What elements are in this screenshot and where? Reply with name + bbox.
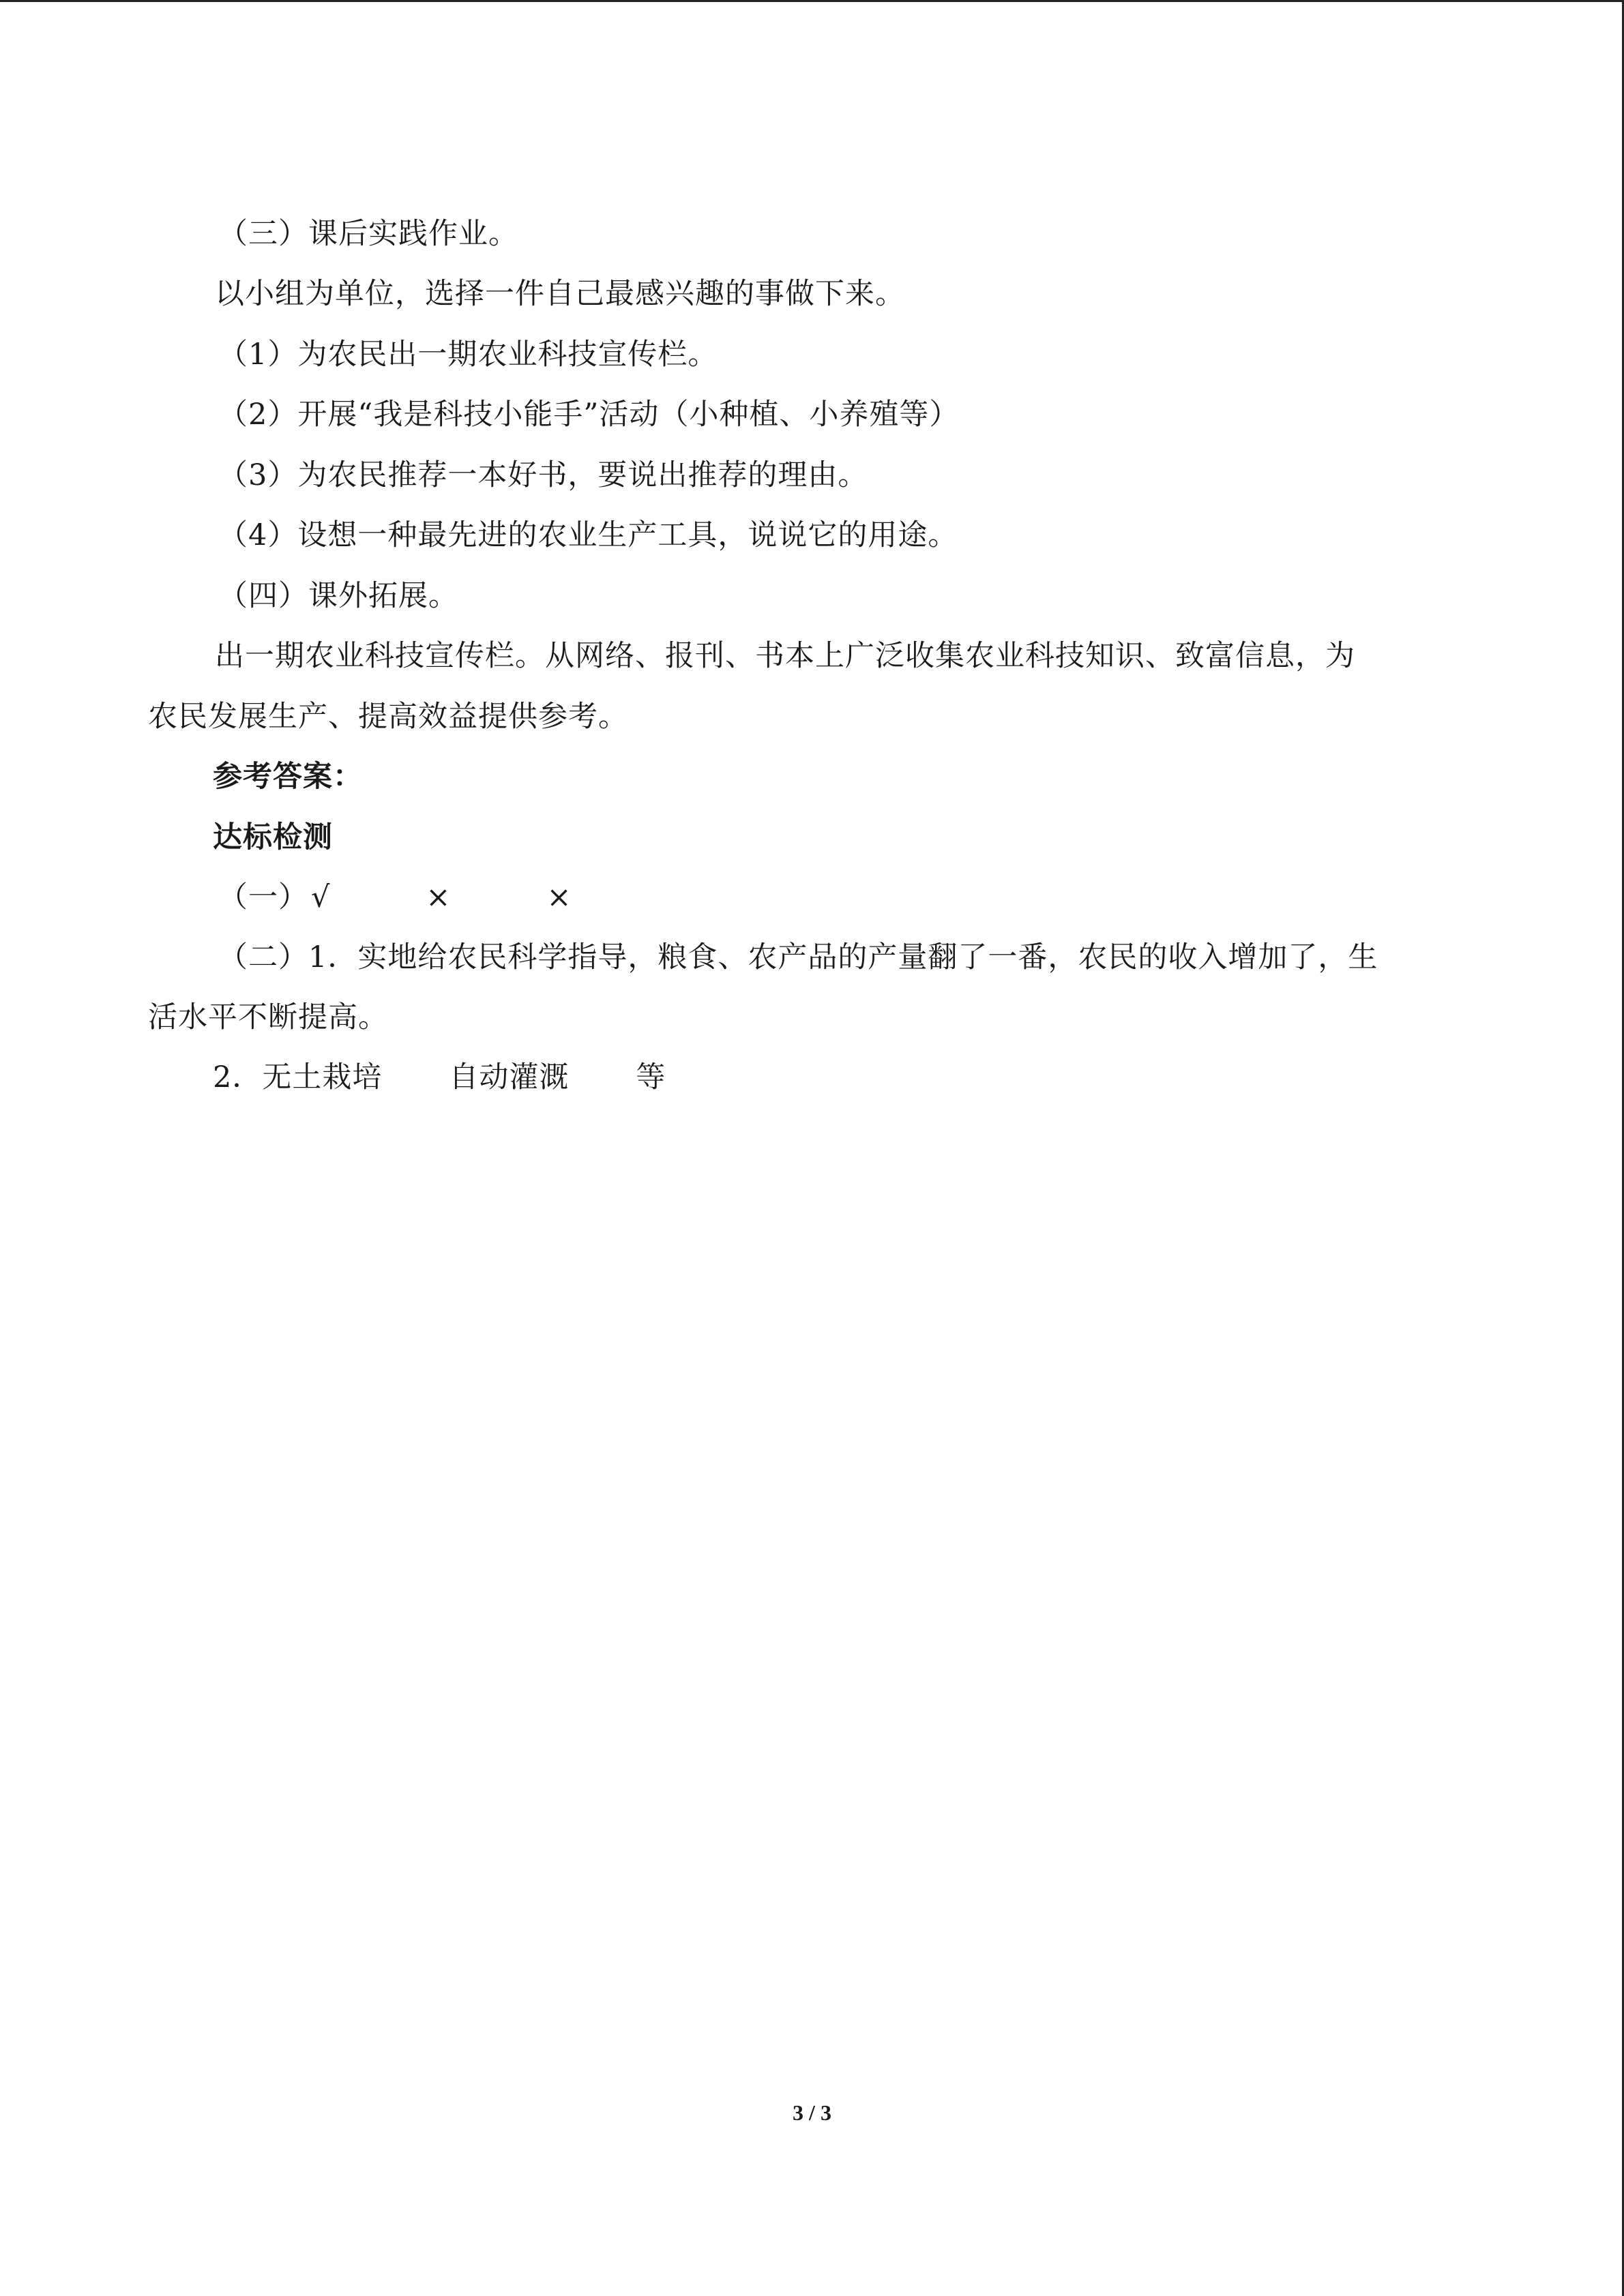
answer-two-item2-item-2: 自动灌溉 — [449, 1060, 570, 1094]
answer-one-mark-2: × — [426, 880, 452, 914]
task-item-4: （4）设想一种最先进的农业生产工具，说说它的用途。 — [218, 518, 958, 552]
task-item-1: （1）为农民出一期农业科技宣传栏。 — [218, 338, 718, 372]
section-three-heading: （三）课后实践作业。 — [218, 217, 518, 251]
section-heading-check: 达标检测 — [213, 820, 333, 854]
section-four-heading: （四）课外拓展。 — [218, 579, 458, 613]
paragraph-group-task: 以小组为单位，选择一件自己最感兴趣的事做下来。 — [215, 277, 905, 311]
paragraph-extension-line2: 农民发展生产、提高效益提供参考。 — [148, 700, 628, 734]
page-number: 3 / 3 — [793, 2100, 831, 2125]
answer-one-row — [218, 877, 572, 918]
answer-two-item2-row — [213, 1057, 666, 1098]
answer-two-line1: （二）1．实地给农民科学指导，粮食、农产品的产量翻了一番，农民的收入增加了，生 — [218, 940, 1378, 974]
answer-two-item2-item-1: 无土栽培 — [262, 1060, 383, 1094]
page-top-border — [0, 0, 1624, 2]
answer-two-item2-number: 2． — [213, 1060, 263, 1094]
paragraph-extension-line1: 出一期农业科技宣传栏。从网络、报刊、书本上广泛收集农业科技知识、致富信息，为 — [215, 639, 1355, 673]
task-item-2: （2）开展“我是科技小能手”活动（小种植、小养殖等） — [218, 398, 960, 432]
task-item-3: （3）为农民推荐一本好书，要说出推荐的理由。 — [218, 458, 868, 492]
answer-one-mark-3: × — [546, 880, 572, 914]
answer-two-item2-item-3: 等 — [636, 1060, 666, 1094]
answer-two-line2: 活水平不断提高。 — [148, 1000, 388, 1034]
answer-heading: 参考答案： — [213, 760, 363, 794]
answer-one-mark-1: √ — [311, 880, 331, 914]
answer-one-label: （一） — [218, 880, 308, 914]
